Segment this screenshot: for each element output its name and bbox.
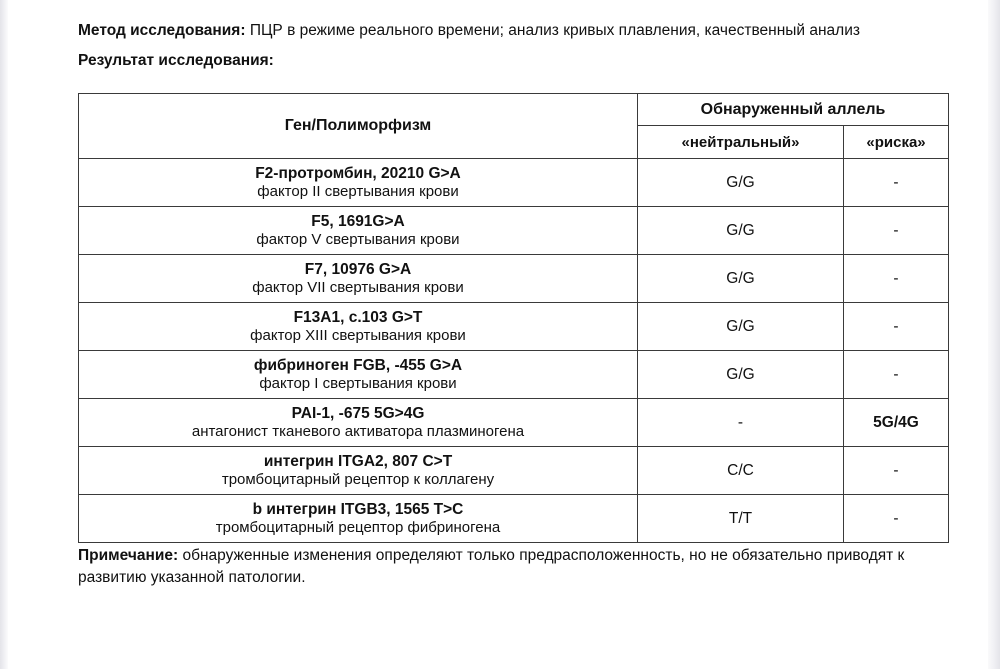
- risk-allele-cell: -: [844, 351, 949, 399]
- column-header-gene: Ген/Полиморфизм: [79, 94, 638, 159]
- gene-description: фактор II свертывания крови: [257, 182, 459, 200]
- viewer-left-edge: [0, 0, 8, 669]
- gene-name: F7, 10976 G>A: [304, 260, 412, 278]
- table-head: [79, 94, 949, 159]
- gene-cell: [79, 159, 638, 207]
- footnote: [78, 545, 958, 590]
- neutral-allele-cell: G/G: [638, 303, 844, 351]
- risk-allele-cell: -: [844, 207, 949, 255]
- result-line: [78, 52, 958, 71]
- gene-description: фактор I свертывания крови: [259, 374, 457, 392]
- gene-description: фактор VII свертывания крови: [252, 278, 464, 296]
- method-value: ПЦР в режиме реального времени; анализ кривых плавления, качественный анализ: [245, 22, 860, 39]
- gene-description: фактор XIII свертывания крови: [250, 326, 466, 344]
- neutral-allele-cell: T/T: [638, 495, 844, 543]
- risk-allele-cell: -: [844, 303, 949, 351]
- table-header-row-1: [79, 94, 949, 126]
- risk-allele-cell: 5G/4G: [844, 399, 949, 447]
- column-header-neutral: «нейтральный»: [638, 126, 844, 159]
- neutral-allele-cell: G/G: [638, 159, 844, 207]
- gene-description: тромбоцитарный рецептор фибриногена: [215, 518, 501, 536]
- gene-cell: [79, 255, 638, 303]
- table-row: [79, 447, 949, 495]
- footnote-label: Примечание:: [78, 547, 179, 564]
- result-label: Результат исследования:: [78, 52, 274, 69]
- gene-description: фактор V свертывания крови: [256, 230, 460, 248]
- column-header-allele-group: Обнаруженный аллель: [638, 94, 949, 126]
- column-header-risk: «риска»: [844, 126, 949, 159]
- table-row: [79, 399, 949, 447]
- neutral-allele-cell: G/G: [638, 207, 844, 255]
- gene-name: фибриноген FGB, -455 G>A: [253, 356, 463, 374]
- table-body: [79, 159, 949, 543]
- gene-name: интегрин ITGA2, 807 C>T: [263, 452, 453, 470]
- risk-allele-cell: -: [844, 159, 949, 207]
- gene-name: PAI-1, -675 5G>4G: [291, 404, 425, 422]
- footnote-text: обнаруженные изменения определяют только предрасположенность, но не обязательно приводят к развитию указанной патологии.: [78, 547, 905, 587]
- table-row: [79, 495, 949, 543]
- results-table: [78, 93, 949, 543]
- gene-cell: [79, 399, 638, 447]
- gene-name: F5, 1691G>A: [311, 212, 405, 230]
- table-row: [79, 303, 949, 351]
- table-row: [79, 351, 949, 399]
- risk-allele-cell: -: [844, 447, 949, 495]
- risk-allele-cell: -: [844, 255, 949, 303]
- gene-cell: [79, 495, 638, 543]
- risk-allele-cell: -: [844, 495, 949, 543]
- gene-cell: [79, 207, 638, 255]
- viewer-right-edge: [988, 0, 1000, 669]
- method-line: [78, 22, 958, 41]
- table-row: [79, 255, 949, 303]
- gene-cell: [79, 351, 638, 399]
- gene-name: b интегрин ITGB3, 1565 T>C: [252, 500, 464, 518]
- gene-name: F2-протромбин, 20210 G>A: [255, 164, 461, 182]
- neutral-allele-cell: C/C: [638, 447, 844, 495]
- table-row: [79, 207, 949, 255]
- document-page: [8, 0, 988, 669]
- gene-description: тромбоцитарный рецептор к коллагену: [221, 470, 495, 488]
- method-label: Метод исследования:: [78, 22, 246, 39]
- neutral-allele-cell: G/G: [638, 255, 844, 303]
- table-row: [79, 159, 949, 207]
- neutral-allele-cell: G/G: [638, 351, 844, 399]
- gene-description: антагонист тканевого активатора плазминогена: [191, 422, 525, 440]
- gene-cell: [79, 447, 638, 495]
- gene-cell: [79, 303, 638, 351]
- gene-name: F13A1, с.103 G>T: [293, 308, 423, 326]
- neutral-allele-cell: -: [638, 399, 844, 447]
